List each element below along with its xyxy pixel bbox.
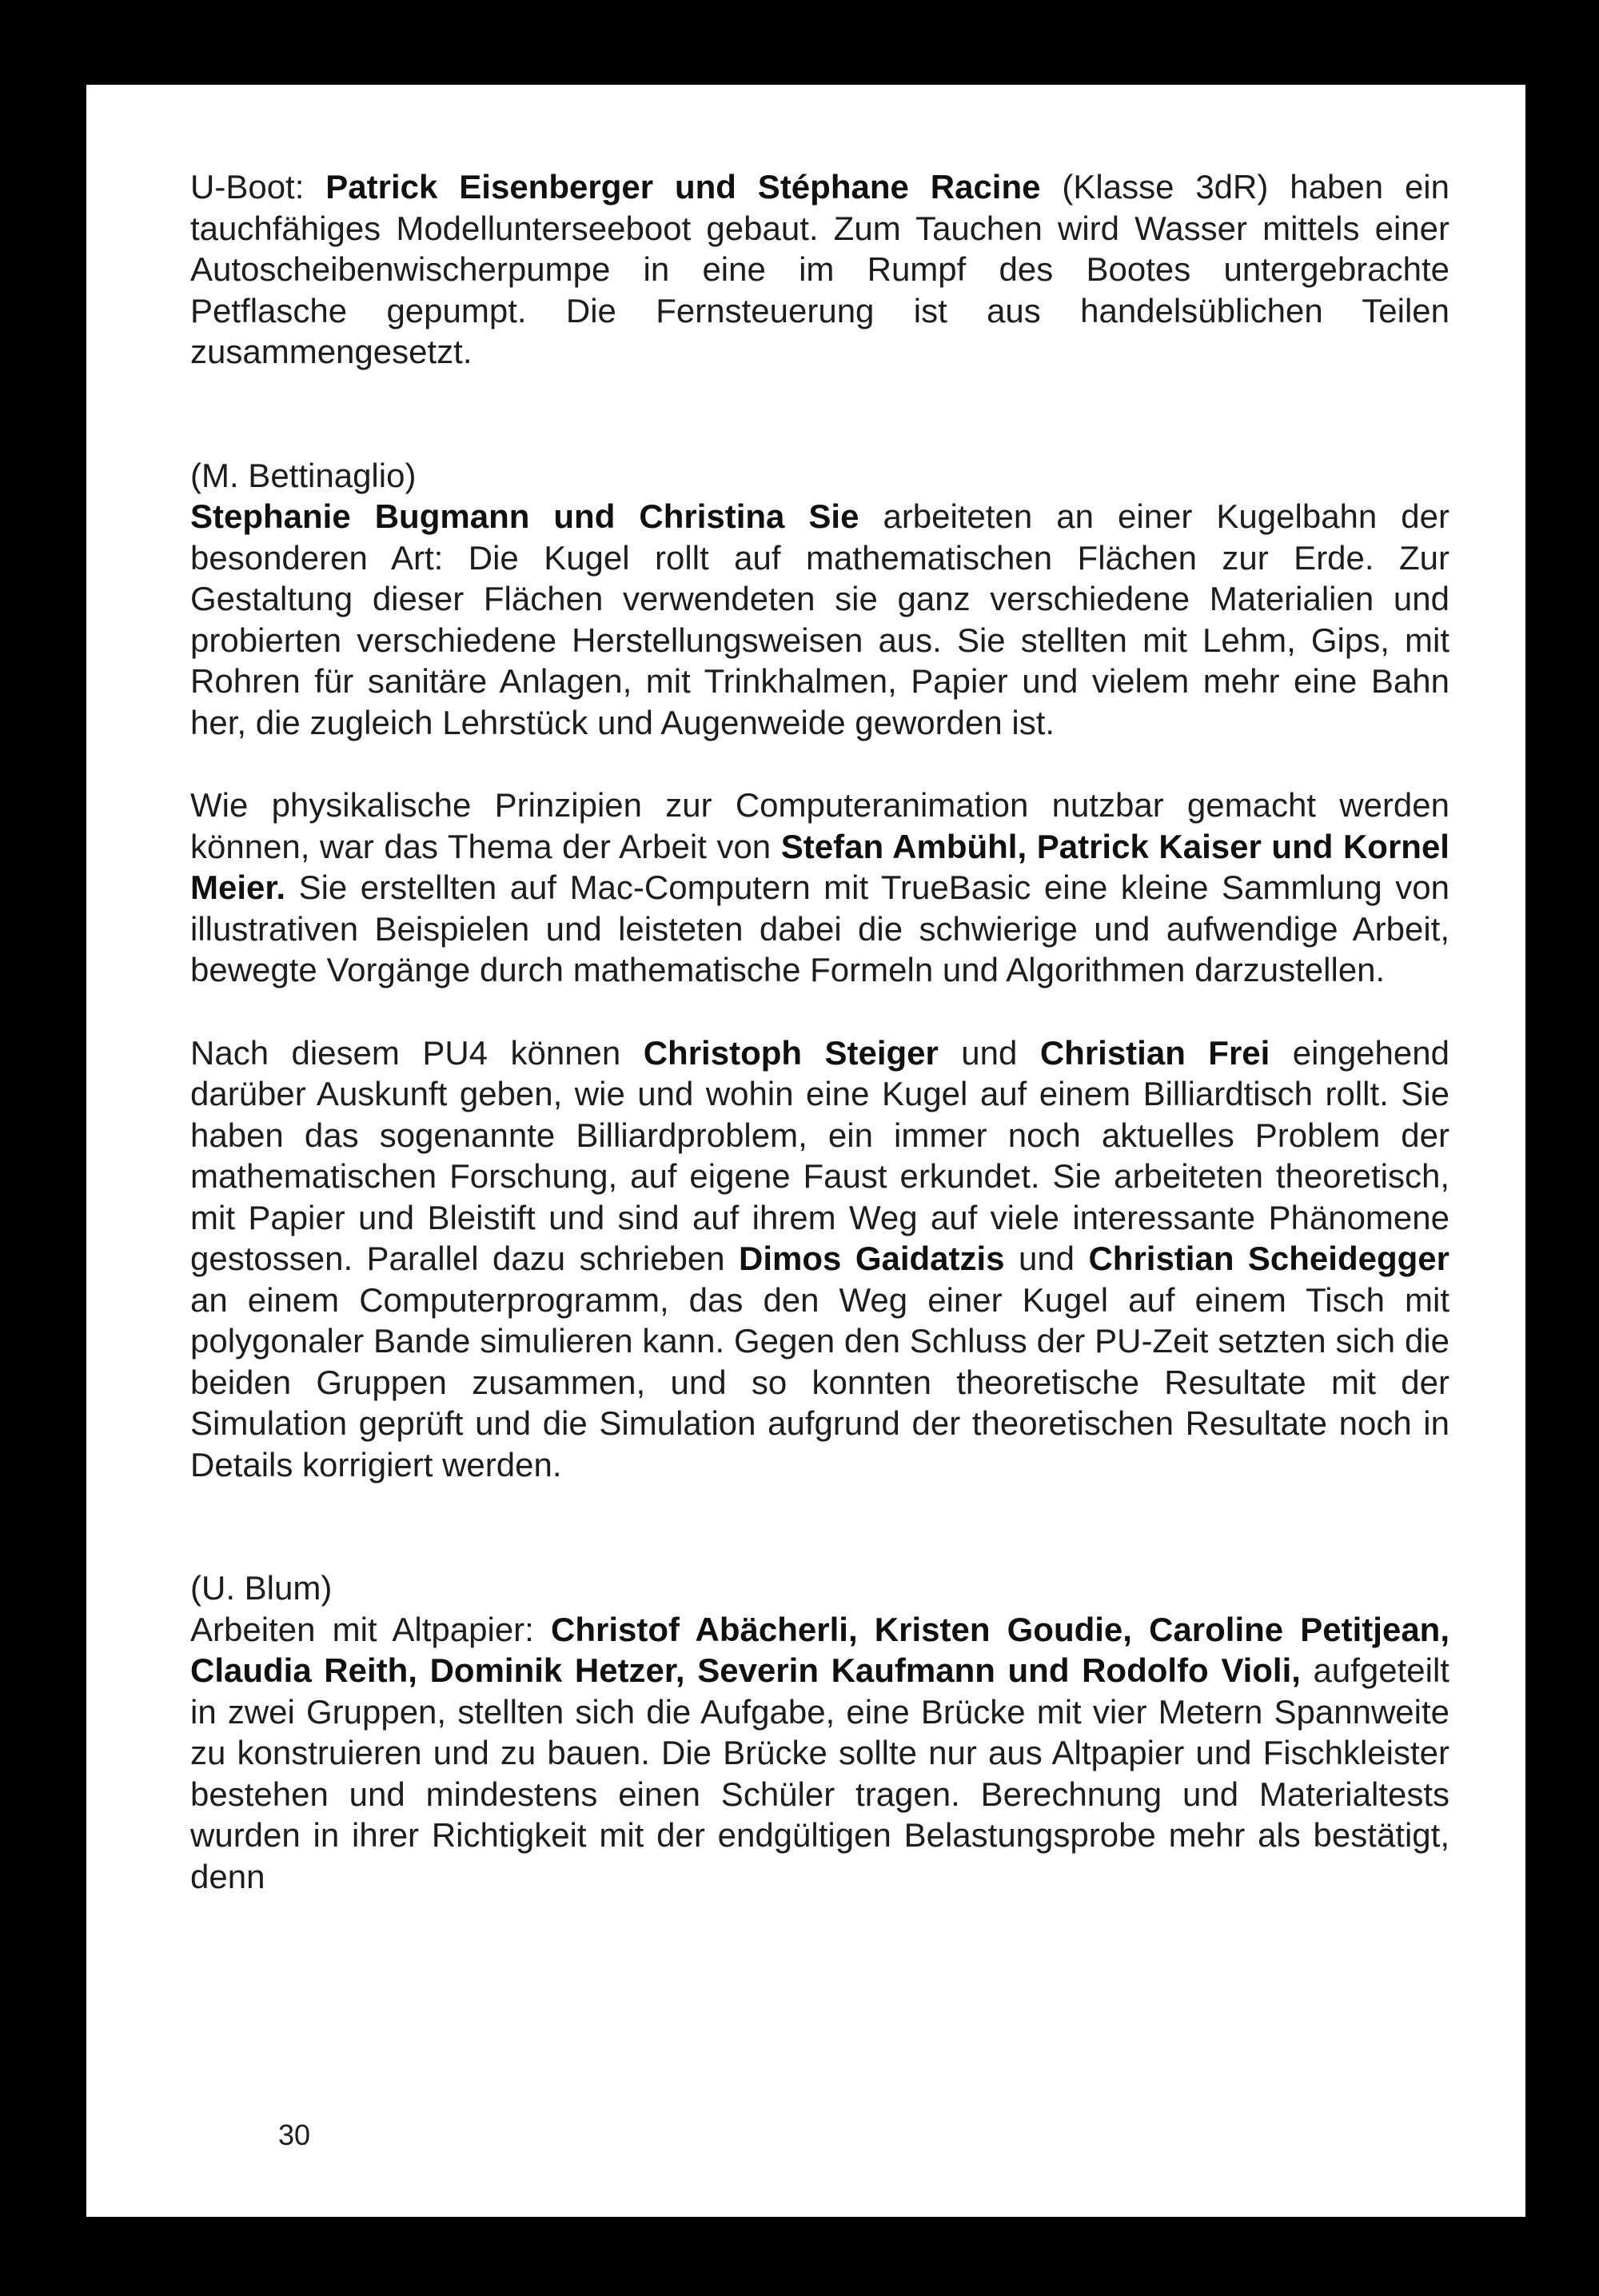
paragraph-gap <box>190 991 1449 1032</box>
bold-name-text: Patrick Eisenberger und Stéphane Racine <box>325 168 1041 206</box>
page-number: 30 <box>278 2118 311 2151</box>
body-text: eingehend darüber Auskunft geben, wie und wohin eine Kugel auf einem Billiardtisch rollt. Sie haben das sogenannte Billiardproblem, ein immer noch aktuelles Problem der mathematischen Forschung, auf eigene Faust erkundet. Sie arbeiteten theoretisch, mit Papier und Bleistift und sind auf ihrem Weg auf viele interessante Phänomene gestossen. Parallel dazu schrieben <box>190 1033 1449 1277</box>
bold-name-text: Stephanie Bugmann und Christina Sie <box>190 497 859 535</box>
body-text: (Klasse 3dR) haben ein tauchfähiges Modellunterseeboot gebaut. Zum Tauchen wird Wasser mittels einer Autoscheibenwischerpumpe in eine im Rumpf des Bootes untergebrachte Petflasche gepumpt. Die Fernsteuerung ist aus handelsüblichen Teilen zusammengesetzt. <box>190 168 1449 370</box>
paragraph-kugelbahn <box>190 496 1449 743</box>
bold-name-text: Christian Frei <box>1039 1033 1270 1072</box>
body-text: Wie physikalische Prinzipien zur Computeranimation nutzbar gemacht werden können, war das Thema der Arbeit von <box>190 786 1449 865</box>
paragraph-uboot <box>190 166 1449 373</box>
body-text: U-Boot: <box>190 168 326 206</box>
body-text: Sie erstellten auf Mac-Computern mit TrueBasic eine kleine Sammlung von illustrativen Beispielen und leisteten dabei die schwierige und aufwendige Arbeit, bewegte Vorgänge durch mathematische Formeln und Algorithmen darzustellen. <box>190 868 1449 988</box>
paragraph-billiardproblem <box>190 1032 1449 1486</box>
bold-name-text: Dimos Gaidatzis <box>739 1240 1005 1277</box>
bold-name-text: Christof Abächerli, Kristen Goudie, Caroline Petitjean, Claudia Reith, Dominik Hetzer, Severin Kaufmann und Rodolfo Violi, <box>190 1610 1450 1689</box>
body-text: Arbeiten mit Altpapier: <box>190 1610 551 1648</box>
body-text: und <box>938 1033 1040 1072</box>
paragraph-gap <box>190 743 1449 785</box>
body-text: Nach diesem PU4 können <box>190 1033 644 1072</box>
body-text: aufgeteilt in zwei Gruppen, stellten sich die Aufgabe, eine Brücke mit vier Metern Spannweite zu konstruieren und zu bauen. Die Brücke sollte nur aus Altpapier und Fischkleister bestehen und mindestens einen Schüler tragen. Berechnung und Materialtests wurden in ihrer Richtigkeit mit der endgültigen Belastungsprobe mehr als bestätigt, denn <box>190 1651 1449 1895</box>
signature-blum: (U. Blum) <box>190 1569 333 1607</box>
bold-name-text: Stefan Ambühl, Patrick Kaiser und Kornel Meier. <box>190 827 1449 906</box>
paragraph-computeranimation <box>190 785 1449 991</box>
section-gap <box>190 373 1449 455</box>
signature-bettinaglio: (M. Bettinaglio) <box>190 456 417 494</box>
body-text: an einem Computerprogramm, das den Weg einer Kugel auf einem Tisch mit polygonaler Bande simulieren kann. Gegen den Schluss der PU-Zeit setzten sich die beiden Gruppen zusammen, und so konnten theoretische Resultate mit der Simulation geprüft und die Simulation aufgrund der theoretischen Resultate noch in Details korrigiert werden. <box>190 1280 1449 1483</box>
body-text: und <box>1004 1240 1089 1277</box>
section-gap <box>190 1485 1449 1567</box>
body-text: arbeiteten an einer Kugelbahn der besonderen Art: Die Kugel rollt auf mathematischen Flächen zur Erde. Zur Gestaltung dieser Flächen verwendeten sie ganz verschiedene Materialien und probierten verschiedene Herstellungsweisen aus. Sie stellten mit Lehm, Gips, mit Rohren für sanitäre Anlagen, mit Trinkhalmen, Papier und vielem mehr eine Bahn her, die zugleich Lehrstück und Augenweide geworden ist. <box>190 497 1449 741</box>
page-content <box>190 166 1449 1897</box>
paragraph-altpapier <box>190 1609 1449 1898</box>
bold-name-text: Christoph Steiger <box>643 1033 939 1072</box>
bold-name-text: Christian Scheidegger <box>1088 1240 1449 1277</box>
